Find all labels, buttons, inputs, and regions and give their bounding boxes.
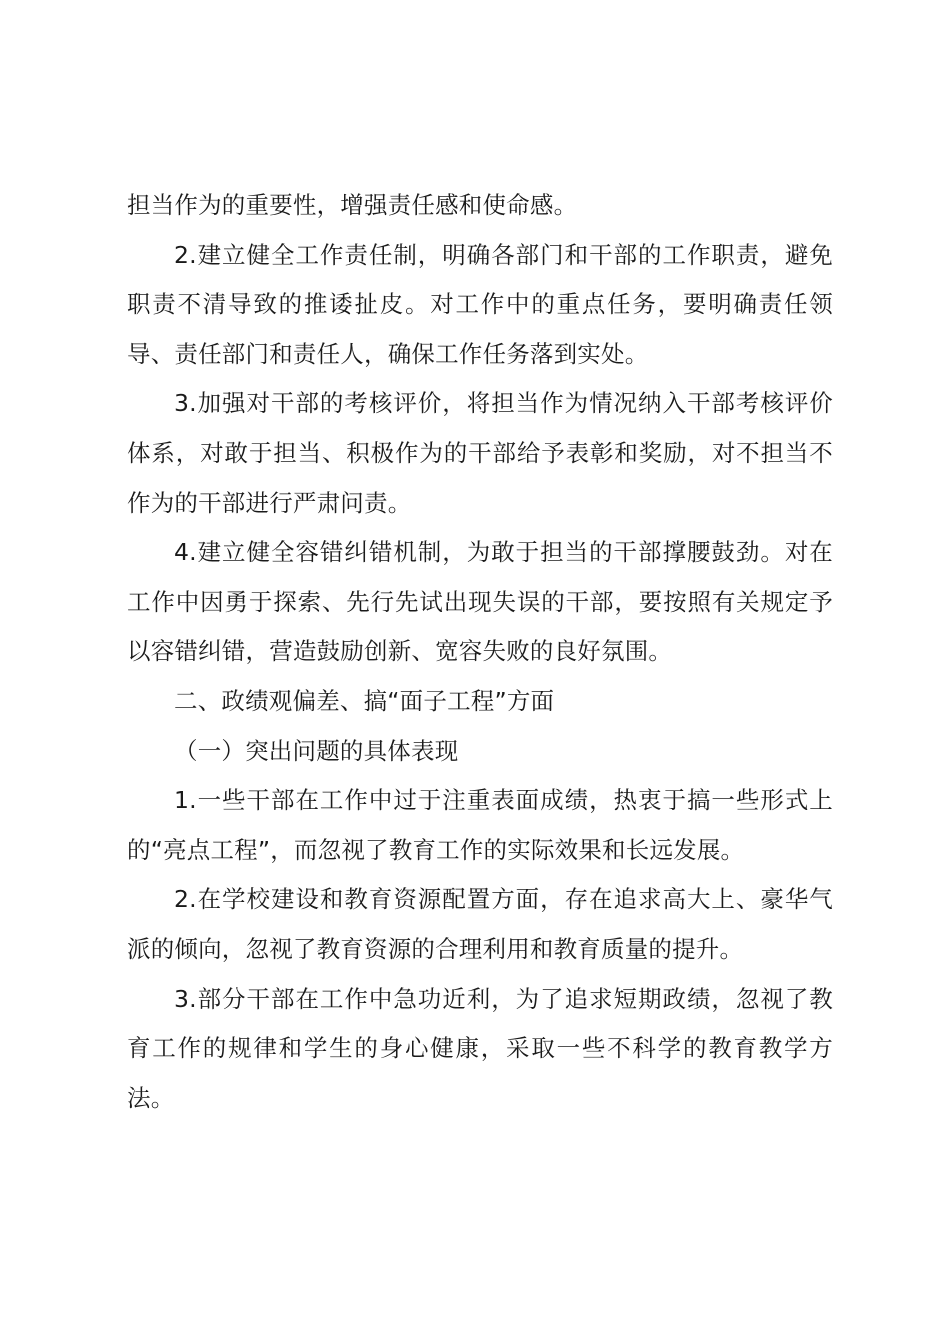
paragraph-continuation: 担当作为的重要性，增强责任感和使命感。 [127, 191, 578, 219]
document-body [127, 181, 833, 1123]
paragraph-item-4-error-tolerance: 4.建立健全容错纠错机制，为敢于担当的干部撑腰鼓劲。对在工作中因勇于探索、先行先试出现失误的干部，要按照有关规定予以容错纠错，营造鼓励创新、宽容失败的良好氛围。 [127, 538, 833, 666]
paragraph-issue-2: 2.在学校建设和教育资源配置方面，存在追求高大上、豪华气派的倾向，忽视了教育资源的合理利用和教育质量的提升。 [127, 885, 833, 963]
section-heading-2: 二、政绩观偏差、搞“面子工程”方面 [174, 686, 555, 715]
subsection-heading-1: （一）突出问题的具体表现 [174, 736, 459, 765]
paragraph-issue-3: 3.部分干部在工作中急功近利，为了追求短期政绩，忽视了教育工作的规律和学生的身心健康，采取一些不科学的教育教学方法。 [127, 984, 833, 1112]
paragraph-issue-1: 1.一些干部在工作中过于注重表面成绩，热衷于搞一些形式上的“亮点工程”，而忽视了教育工作的实际效果和长远发展。 [127, 786, 833, 864]
paragraph-item-3-assessment: 3.加强对干部的考核评价，将担当作为情况纳入干部考核评价体系，对敢于担当、积极作为的干部给予表彰和奖励，对不担当不作为的干部进行严肃问责。 [127, 389, 833, 517]
paragraph-item-2-responsibility: 2.建立健全工作责任制，明确各部门和干部的工作职责，避免职责不清导致的推诿扯皮。对工作中的重点任务，要明确责任领导、责任部门和责任人，确保工作任务落到实处。 [127, 240, 833, 368]
